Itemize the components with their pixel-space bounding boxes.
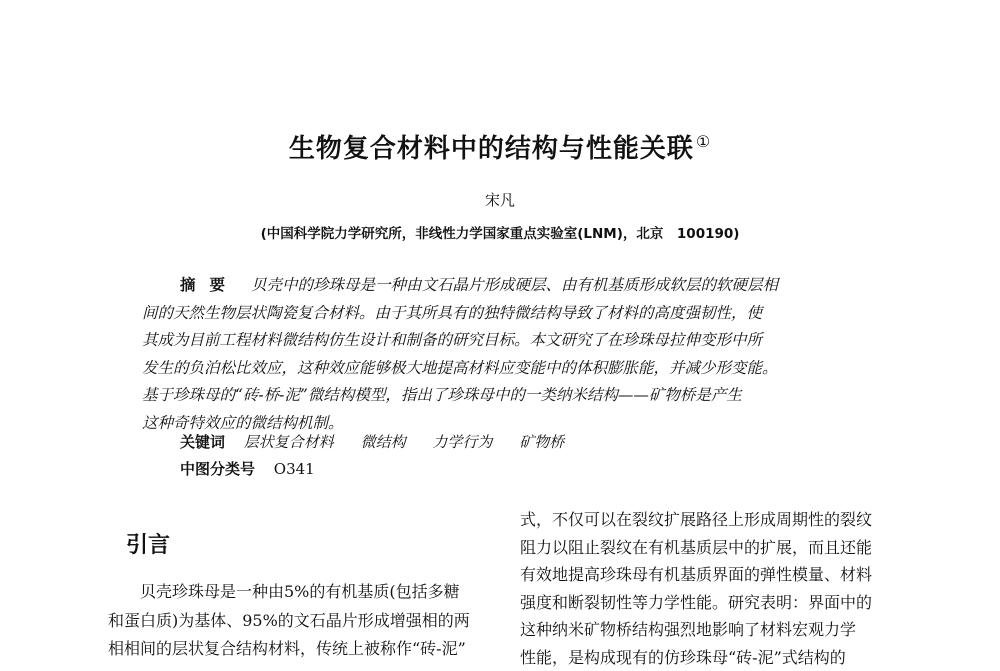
classification-value: O341 [274,460,315,478]
body-column-right [520,506,920,671]
classification-number [180,458,315,479]
body-line: 这种纳米矿物桥结构强烈地影响了材料宏观力学 [520,616,920,644]
body-line: 贝壳珍珠母是一种由5%的有机基质(包括多糖 [108,578,498,607]
body-line: 阻力以阻止裂纹在有机基质层中的扩展，而且还能 [520,534,920,562]
abstract-line-text: 贝壳中的珍珠母是一种由文石晶片形成硬层、由有机基质形成软层的软硬层相 [251,276,778,294]
keywords-label: 关键词 [180,433,225,451]
body-line: 相相间的层状复合结构材料，传统上被称作“砖-泥” [108,635,498,664]
abstract-label: 摘要 [180,276,239,294]
keyword-item: 微结构 [361,433,406,451]
classification-label: 中图分类号 [180,460,255,478]
abstract-line: 间的天然生物层状陶瓷复合材料。由于其所具有的独特微结构导致了材料的高度强韧性，使 [142,300,860,328]
body-line: 有效地提高珍珠母有机基质界面的弹性模量、材料 [520,561,920,589]
abstract [142,272,860,437]
keywords [180,431,586,452]
body-line: 性能，是构成现有的仿珍珠母“砖-泥”式结构的 [520,644,920,671]
title-footnote-marker: ① [696,132,711,151]
section-heading: 引言 [126,528,170,559]
abstract-line: 发生的负泊松比效应，这种效应能够极大地提高材料应变能中的体积膨胀能，并减少形变能。 [142,355,860,383]
abstract-line [142,272,860,300]
abstract-line: 其成为目前工程材料微结构仿生设计和制备的研究目标。本文研究了在珍珠母拉伸变形中所 [142,327,860,355]
abstract-line: 基于珍珠母的“砖-桥-泥”微结构模型，指出了珍珠母中的一类纳米结构——矿物桥是产生 [142,382,860,410]
author-name: 宋凡 [0,189,1000,210]
author-affiliation: (中国科学院力学研究所，非线性力学国家重点实验室(LNM)，北京 100190) [0,222,1000,242]
paper-title [0,128,1000,165]
keyword-item: 层状复合材料 [244,433,334,451]
body-line: 和蛋白质)为基体、95%的文石晶片形成增强相的两 [108,607,498,636]
body-column-left [108,578,498,664]
abstract-line: 这种奇特效应的微结构机制。 [142,410,860,438]
keyword-item: 力学行为 [432,433,492,451]
keyword-item: 矿物桥 [519,433,564,451]
paper-title-text: 生物复合材料中的结构与性能关联 [289,134,694,164]
body-line: 强度和断裂韧性等力学性能。研究表明：界面中的 [520,589,920,617]
body-line: 式，不仅可以在裂纹扩展路径上形成周期性的裂纹 [520,506,920,534]
